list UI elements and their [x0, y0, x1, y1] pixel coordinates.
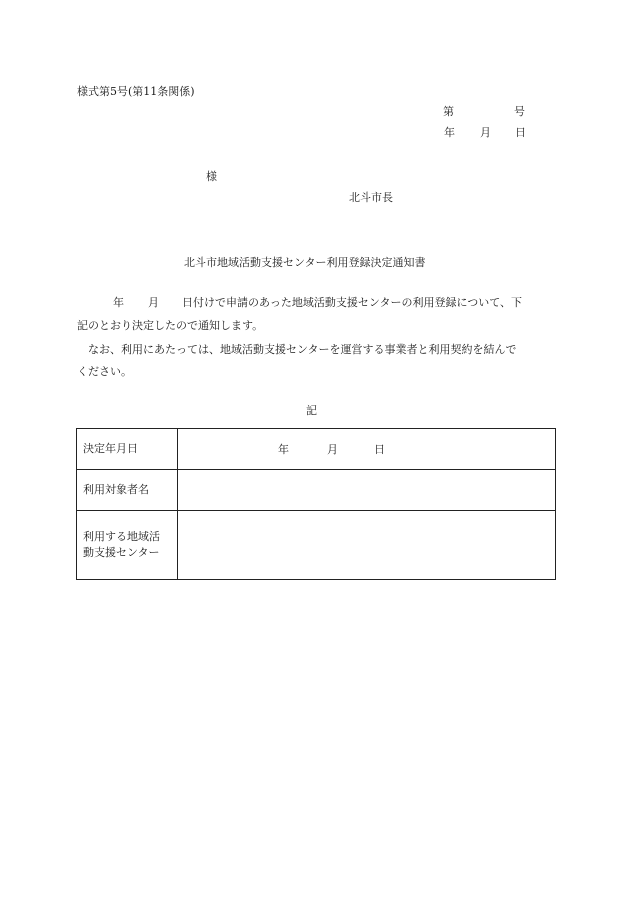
user-name-value [178, 470, 556, 511]
decision-date-label: 決定年月日 [77, 429, 178, 470]
sender-name: 北斗市長 [349, 191, 393, 204]
decision-date-value [178, 429, 556, 470]
detail-table [76, 428, 556, 580]
table-row-center [77, 511, 556, 580]
table-row-user-name [77, 470, 556, 511]
body-paragraph-line3: なお、利用にあたっては、地域活動支援センターを運営する事業者と利用契約を結んで [88, 343, 517, 356]
document-title: 北斗市地域活動支援センター利用登録決定通知書 [184, 256, 426, 269]
center-label-line1: 利用する地域活 [83, 530, 160, 544]
table-row-decision-date [77, 429, 556, 470]
center-label-line2: 動支援センター [83, 546, 160, 559]
body-paragraph-line4: ください。 [77, 365, 132, 378]
issue-date-year: 年 [444, 126, 455, 139]
user-name-label: 利用対象者名 [77, 470, 178, 511]
body-application-year: 年 [113, 296, 124, 309]
issue-date-day: 日 [515, 126, 526, 139]
issue-date-month: 月 [480, 126, 491, 139]
body-line1-text: 日付けで申請のあった地域活動支援センターの利用登録について、下 [182, 296, 523, 309]
form-number: 様式第5号(第11条関係) [77, 85, 195, 98]
center-value [178, 511, 556, 580]
decision-date-day: 日 [374, 443, 385, 456]
center-label [77, 511, 178, 580]
body-paragraph-line2: 記のとおり決定したので通知します。 [77, 319, 264, 332]
decision-date-year: 年 [278, 443, 289, 456]
document-number-suffix: 号 [514, 105, 525, 118]
decision-date-month: 月 [327, 443, 338, 456]
body-application-month: 月 [148, 296, 159, 309]
body-paragraph-line1 [77, 297, 522, 308]
addressee-honorific: 様 [206, 170, 217, 183]
document-number-prefix: 第 [443, 105, 454, 118]
ki-heading: 記 [306, 404, 317, 417]
